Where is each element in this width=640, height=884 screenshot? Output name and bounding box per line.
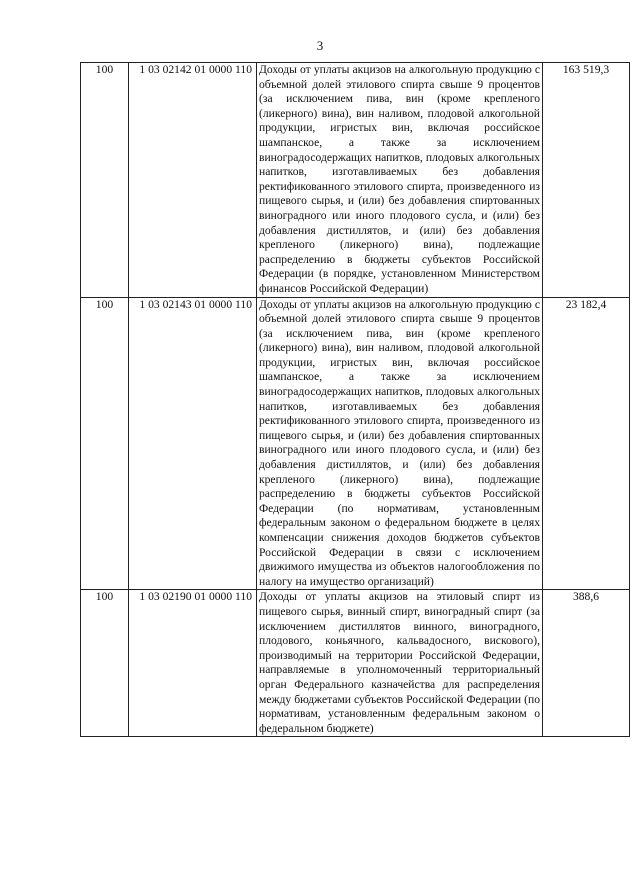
table-row: [81, 590, 630, 737]
revenue-table: [80, 62, 630, 737]
description-text: Доходы от уплаты акцизов на этиловый спирт из пищевого сырья, винный спирт, виноградный спирт (за исключением дистиллятов винного, виноградного, плодового, коньячного, кальвадосного, вискового), производимый на территории Российской Федерации, направляемые в уполномоченный территориальный орган Федерального казначейства для распределения между бюджетами субъектов Российской Федерации (по нормативам, установленным федеральным законом о федеральном бюджете): [259, 590, 540, 735]
amount-cell: 163 519,3: [543, 63, 630, 298]
kbk-code-cell: 1 03 02142 01 0000 110: [129, 63, 257, 298]
admin-code-cell: 100: [81, 297, 129, 590]
description-cell: [257, 63, 543, 298]
admin-code-cell: 100: [81, 590, 129, 737]
page-number: 3: [316, 38, 324, 53]
amount-cell: 388,6: [543, 590, 630, 737]
description-text: Доходы от уплаты акцизов на алкогольную продукцию с объемной долей этилового спирта свыше 9 процентов (за исключением пива, вин (кроме крепленого (ликерного) вина), вин наливом, плодовой алкогольной продукции, игристых вин, включая российское шампанское, а также за исключением виноградосодержащих напитков, плодовых алкогольных напитков, изготавливаемых без добавления ректификованного этилового спирта, произведенного из пищевого сырья, и (или) без добавления спиртованных виноградного или иного плодового сусла, и (или) без добавления дистиллятов, и (или) без добавления крепленого (ликерного) вина), подлежащие распределению в бюджеты субъектов Российской Федерации (в порядке, установленном Министерством финансов Российской Федерации): [259, 63, 540, 295]
table-row: [81, 297, 630, 590]
table-row: [81, 63, 630, 298]
amount-cell: 23 182,4: [543, 297, 630, 590]
kbk-code-cell: 1 03 02143 01 0000 110: [129, 297, 257, 590]
description-cell: [257, 297, 543, 590]
description-text: Доходы от уплаты акцизов на алкогольную продукцию с объемной долей этилового спирта свыше 9 процентов (за исключением пива, вин (кроме крепленого (ликерного) вина), вин наливом, плодовой алкогольной продукции, игристых вин, включая российское шампанское, а также за исключением виноградосодержащих напитков, плодовых алкогольных напитков, изготавливаемых без добавления ректификованного этилового спирта, произведенного из пищевого сырья, и (или) без добавления спиртованных виноградного или иного плодового сусла, и (или) без добавления дистиллятов, и (или) без добавления крепленого (ликерного) вина), подлежащие распределению в бюджеты субъектов Российской Федерации (по нормативам, установленным федеральным законом о федеральном бюджете в целях компенсации снижения доходов бюджетов субъектов Российской Федерации в связи с исключением движимого имущества из объектов налогообложения по налогу на имущество организаций): [259, 297, 540, 588]
admin-code-cell: 100: [81, 63, 129, 298]
description-cell: [257, 590, 543, 737]
kbk-code-cell: 1 03 02190 01 0000 110: [129, 590, 257, 737]
